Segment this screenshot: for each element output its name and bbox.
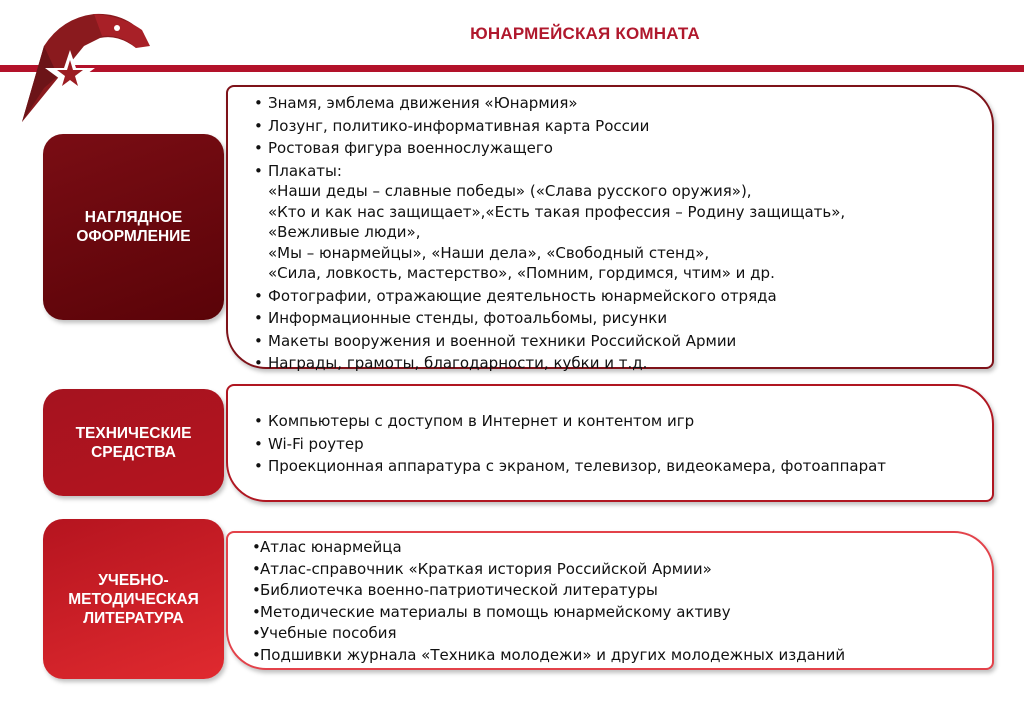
list-item: • Награды, грамоты, благодарности, кубки и т.д. — [252, 353, 845, 374]
section-box-technical-means — [226, 384, 994, 502]
logo-text: ЮНАРМИЯ — [61, 90, 102, 116]
list-item: • Проекционная аппаратура с экраном, телевизор, видеокамера, фотоаппарат — [252, 455, 886, 478]
section-label-methodical-literature: УЧЕБНО- МЕТОДИЧЕСКАЯ ЛИТЕРАТУРА — [43, 519, 224, 679]
list-item: • Фотографии, отражающие деятельность юнармейского отряда — [252, 286, 845, 307]
list-item: • Атлас юнармейца — [252, 537, 845, 559]
section-label-visual-design: НАГЛЯДНОЕ ОФОРМЛЕНИЕ — [43, 134, 224, 320]
list-item: • Ростовая фигура военнослужащего — [252, 138, 845, 159]
list-item: • Макеты вооружения и военной техники Российской Армии — [252, 331, 845, 352]
yunarmiya-eagle-logo — [14, 6, 154, 124]
section-box-visual-design — [226, 85, 994, 372]
list-item: • Знамя, эмблема движения «Юнармия» — [252, 93, 845, 114]
list-item: • Подшивки журнала «Техника молодежи» и других молодежных изданий — [252, 645, 845, 667]
list-item: • Учебные пособия — [252, 623, 845, 645]
list-item: • Атлас-справочник «Краткая история Российской Армии» — [252, 559, 845, 581]
section-box-methodical-literature — [226, 531, 994, 670]
methodical-literature-list — [252, 537, 845, 666]
page-title: ЮНАРМЕЙСКАЯ КОМНАТА — [470, 24, 700, 43]
section-label-technical-means: ТЕХНИЧЕСКИЕ СРЕДСТВА — [43, 389, 224, 496]
list-item: • Компьютеры с доступом в Интернет и контентом игр — [252, 410, 886, 433]
list-item: • Wi-Fi роутер — [252, 433, 886, 456]
list-item: • Лозунг, политико-информативная карта России — [252, 116, 845, 137]
list-item: • Библиотечка военно-патриотической литературы — [252, 580, 845, 602]
list-item: • Методические материалы в помощь юнармейскому активу — [252, 602, 845, 624]
list-item: • Информационные стенды, фотоальбомы, рисунки — [252, 308, 845, 329]
visual-design-list — [252, 93, 845, 376]
list-item: • Плакаты: «Наши деды – славные победы» («Слава русского оружия»), «Кто и как нас защищает»,«Есть такая профессия – Родину защищать», «Вежливые люди», «Мы – юнармейцы», «Наши дела», «Свободный стенд», «Сила, ловкость, мастерство», «Помним, гордимся, чтим» и др. — [252, 161, 845, 284]
technical-means-list — [252, 410, 886, 478]
